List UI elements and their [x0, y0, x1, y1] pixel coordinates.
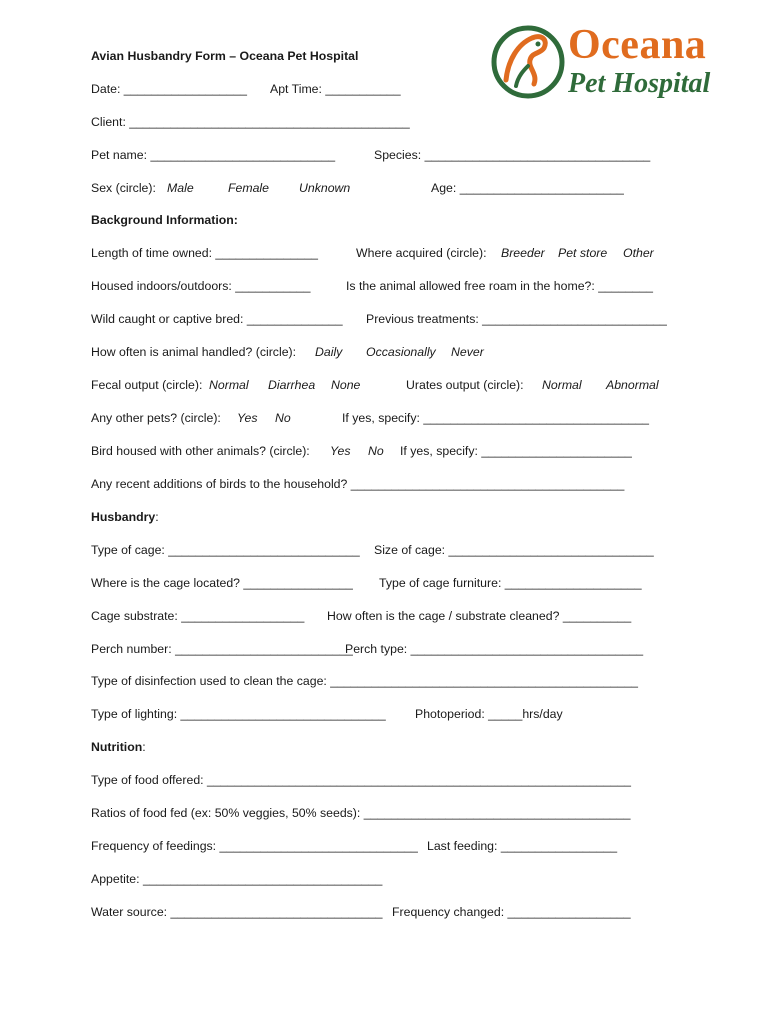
- recent-birds-field[interactable]: Any recent additions of birds to the household? ________________________________________: [91, 477, 625, 491]
- food-offered-field[interactable]: Type of food offered: ______________________________________________________________: [91, 773, 632, 787]
- handled-option-never[interactable]: Never: [451, 345, 484, 359]
- last-feeding-field[interactable]: Last feeding: _________________: [427, 839, 618, 853]
- fecal-option-diarrhea[interactable]: Diarrhea: [268, 378, 316, 392]
- cage-furniture-field[interactable]: Type of cage furniture: ____________________: [379, 576, 642, 590]
- other-pets-label: Any other pets? (circle):: [91, 411, 221, 425]
- urates-option-abnormal[interactable]: Abnormal: [606, 378, 659, 392]
- logo-text-pet-hospital: Pet Hospital: [568, 68, 711, 99]
- pet-emblem-icon: [488, 22, 568, 102]
- cage-size-field[interactable]: Size of cage: ______________________________: [374, 543, 654, 557]
- client-field[interactable]: Client: _________________________________________: [91, 115, 410, 129]
- acquired-option-other[interactable]: Other: [623, 246, 654, 260]
- husbandry-heading: [91, 511, 159, 523]
- acquired-option-breeder[interactable]: Breeder: [501, 246, 545, 260]
- husbandry-heading-colon: :: [155, 510, 159, 524]
- sex-label: Sex (circle):: [91, 181, 156, 195]
- acquired-option-pet-store[interactable]: Pet store: [558, 246, 608, 260]
- housed-field[interactable]: Housed indoors/outdoors: ___________: [91, 279, 311, 293]
- wild-caught-field[interactable]: Wild caught or captive bred: ______________: [91, 312, 343, 326]
- where-acquired-label: Where acquired (circle):: [356, 246, 487, 260]
- previous-treatments-field[interactable]: Previous treatments: ___________________________: [366, 312, 667, 326]
- apt-time-field[interactable]: Apt Time: ___________: [270, 82, 401, 96]
- disinfection-field[interactable]: Type of disinfection used to clean the cage: _____________________________________________: [91, 674, 639, 688]
- perch-number-field[interactable]: Perch number: __________________________: [91, 642, 353, 656]
- background-heading: Background Information:: [91, 213, 238, 227]
- date-field[interactable]: Date: __________________: [91, 82, 247, 96]
- husbandry-heading-text: Husbandry: [91, 510, 156, 524]
- sex-option-male[interactable]: Male: [167, 181, 194, 195]
- urates-label: Urates output (circle):: [406, 378, 524, 392]
- bird-housed-option-no[interactable]: No: [368, 444, 384, 458]
- cage-cleaned-field[interactable]: How often is the cage / substrate cleaned? __________: [327, 609, 632, 623]
- bird-housed-specify-field[interactable]: If yes, specify: ______________________: [400, 444, 632, 458]
- lighting-field[interactable]: Type of lighting: ______________________________: [91, 707, 386, 721]
- oceana-logo: [488, 18, 728, 108]
- bird-housed-option-yes[interactable]: Yes: [330, 444, 351, 458]
- other-pets-specify-field[interactable]: If yes, specify: _________________________________: [342, 411, 650, 425]
- fecal-option-normal[interactable]: Normal: [209, 378, 249, 392]
- nutrition-heading: [91, 741, 146, 753]
- other-pets-option-yes[interactable]: Yes: [237, 411, 258, 425]
- age-field[interactable]: Age: ________________________: [431, 181, 624, 195]
- sex-option-unknown[interactable]: Unknown: [299, 181, 351, 195]
- fecal-label: Fecal output (circle):: [91, 378, 203, 392]
- cage-substrate-field[interactable]: Cage substrate: __________________: [91, 609, 305, 623]
- free-roam-field[interactable]: Is the animal allowed free roam in the home?: ________: [346, 279, 653, 293]
- handled-option-occasionally[interactable]: Occasionally: [366, 345, 436, 359]
- handled-label: How often is animal handled? (circle):: [91, 345, 297, 359]
- cage-type-field[interactable]: Type of cage: ____________________________: [91, 543, 360, 557]
- nutrition-heading-text: Nutrition: [91, 740, 143, 754]
- nutrition-heading-colon: :: [142, 740, 146, 754]
- cage-location-field[interactable]: Where is the cage located? ________________: [91, 576, 353, 590]
- form-title: Avian Husbandry Form – Oceana Pet Hospital: [91, 49, 359, 63]
- urates-option-normal[interactable]: Normal: [542, 378, 582, 392]
- logo-text-oceana: Oceana: [568, 22, 707, 68]
- sex-option-female[interactable]: Female: [228, 181, 270, 195]
- photoperiod-field[interactable]: Photoperiod: _____hrs/day: [415, 707, 563, 721]
- food-ratio-field[interactable]: Ratios of food fed (ex: 50% veggies, 50% seeds): _______________________________________: [91, 806, 631, 820]
- perch-type-field[interactable]: Perch type: __________________________________: [345, 642, 644, 656]
- water-frequency-field[interactable]: Frequency changed: __________________: [392, 905, 631, 919]
- species-field[interactable]: Species: _________________________________: [374, 148, 651, 162]
- appetite-field[interactable]: Appetite: ___________________________________: [91, 872, 383, 886]
- pet-name-field[interactable]: Pet name: ___________________________: [91, 148, 336, 162]
- fecal-option-none[interactable]: None: [331, 378, 361, 392]
- time-owned-field[interactable]: Length of time owned: _______________: [91, 246, 319, 260]
- feeding-frequency-field[interactable]: Frequency of feedings: _____________________________: [91, 839, 418, 853]
- handled-option-daily[interactable]: Daily: [315, 345, 343, 359]
- bird-housed-label: Bird housed with other animals? (circle):: [91, 444, 310, 458]
- water-source-field[interactable]: Water source: _______________________________: [91, 905, 383, 919]
- other-pets-option-no[interactable]: No: [275, 411, 291, 425]
